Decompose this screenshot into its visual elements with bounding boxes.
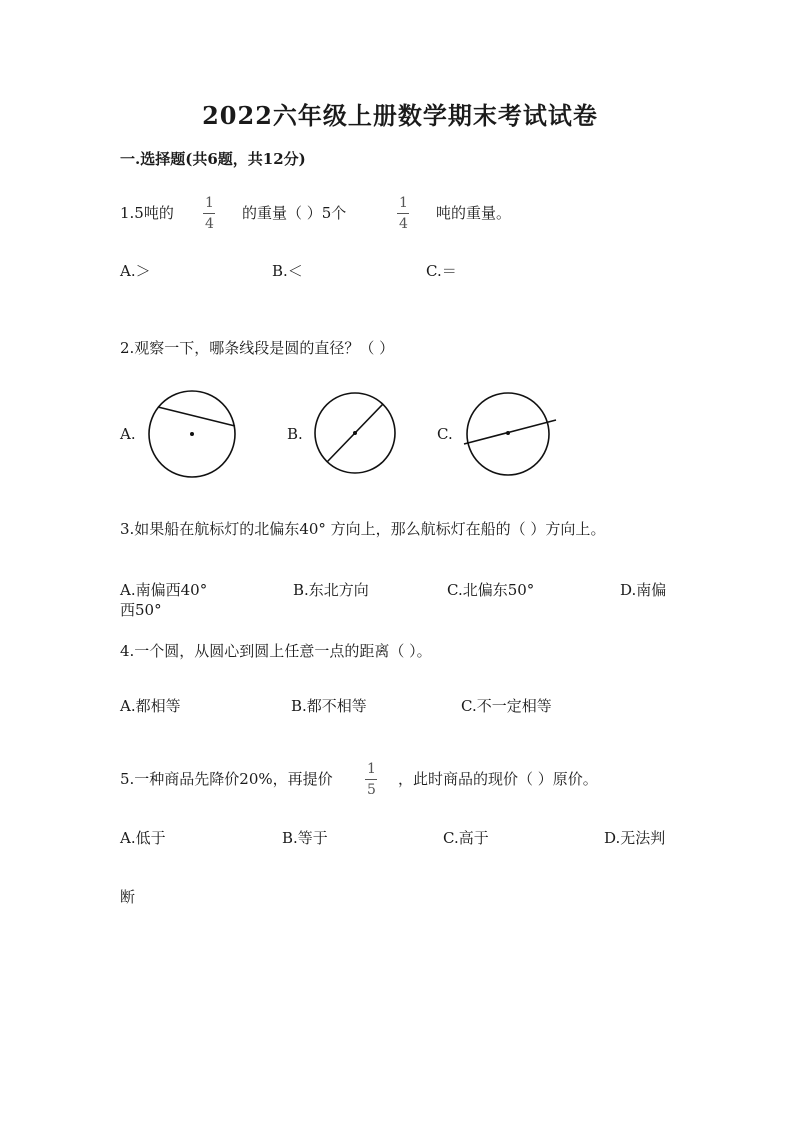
q2-circle-a	[146, 390, 242, 480]
q5-option-c[interactable]: C.高于	[443, 829, 489, 847]
q4-option-a[interactable]: A.都相等	[120, 697, 181, 715]
section-heading: 一.选择题(共6题，共12分)	[120, 150, 306, 168]
q5-option-b[interactable]: B.等于	[282, 829, 328, 847]
q5-option-a[interactable]: A.低于	[120, 829, 166, 847]
q4-option-b[interactable]: B.都不相等	[291, 697, 367, 715]
q5-stem-part-2: ，此时商品的现价（ ）原价。	[398, 770, 598, 788]
fraction-bar	[397, 213, 409, 214]
q1-fraction-2-denominator: 4	[399, 216, 408, 232]
q5-fraction-denominator: 5	[367, 782, 376, 798]
q5-fraction-numerator: 1	[367, 761, 376, 777]
q2-stem: 2.观察一下，哪条线段是圆的直径？（ ）	[120, 339, 395, 357]
q2-option-b-label[interactable]: B.	[287, 425, 303, 443]
q3-option-c[interactable]: C.北偏东50°	[447, 581, 535, 599]
q1-fraction-1-denominator: 4	[205, 216, 214, 232]
q1-fraction-2-numerator: 1	[399, 195, 408, 211]
q2-circle-b	[313, 390, 399, 476]
q3-option-b[interactable]: B.东北方向	[293, 581, 369, 599]
q2-circle-c	[460, 388, 560, 480]
q5-option-d[interactable]: D.无法判	[604, 829, 666, 847]
q4-option-c[interactable]: C.不一定相等	[461, 697, 552, 715]
q4-stem: 4.一个圆，从圆心到圆上任意一点的距离（ ）。	[120, 642, 432, 660]
q1-option-c[interactable]: C.＝	[426, 262, 457, 280]
q1-stem-part-3: 吨的重量。	[436, 204, 512, 222]
q1-fraction-2	[397, 196, 410, 231]
q1-fraction-1	[203, 196, 216, 231]
q3-option-a[interactable]: A.南偏西40°	[120, 581, 208, 599]
fraction-bar	[365, 779, 377, 780]
fraction-bar	[203, 213, 215, 214]
q3-option-d[interactable]: D.南偏	[620, 581, 667, 599]
q3-option-d-continued: 西50°	[120, 601, 162, 619]
page-title: 2022六年级上册数学期末考试试卷	[202, 101, 598, 130]
q1-fraction-1-numerator: 1	[205, 195, 214, 211]
q1-option-a[interactable]: A.＞	[120, 262, 151, 280]
q1-stem-part-1: 1.5吨的	[120, 204, 174, 222]
q5-stem-part-1: 5.一种商品先降价20%，再提价	[120, 770, 333, 788]
q5-fraction	[365, 762, 378, 797]
q5-option-d-continued: 断	[120, 888, 136, 906]
q2-option-a-label[interactable]: A.	[120, 425, 136, 443]
q1-option-b[interactable]: B.＜	[272, 262, 303, 280]
q3-stem: 3.如果船在航标灯的北偏东40° 方向上，那么航标灯在船的（ ）方向上。	[120, 520, 606, 538]
q1-stem-part-2: 的重量（ ）5个	[242, 204, 347, 222]
q2-option-c-label[interactable]: C.	[437, 425, 453, 443]
